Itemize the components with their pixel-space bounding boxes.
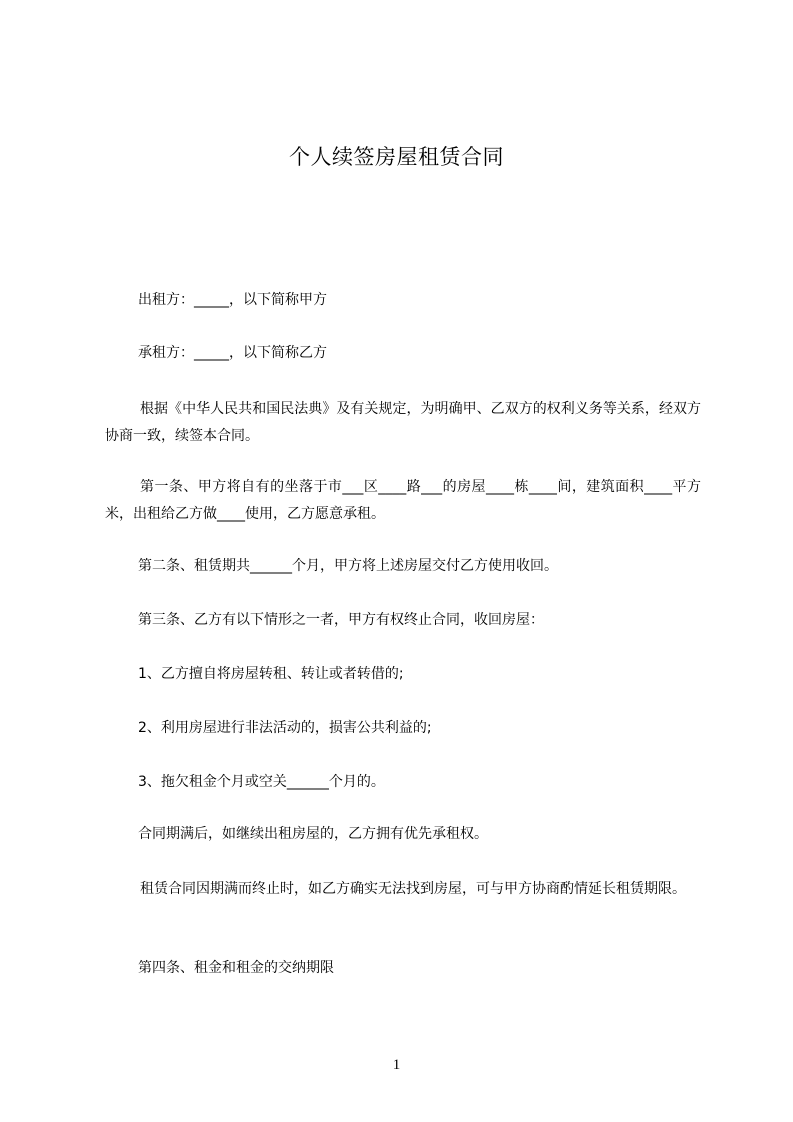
list-item-1: 1、乙方擅自将房屋转租、转让或者转借的; xyxy=(138,666,404,682)
paragraph-preamble: 根据《中华人民共和国民法典》及有关规定，为明确甲、乙双方的权利义务等关系，经双方协商一致，续签本合同。 xyxy=(105,401,701,444)
paragraph-article-1: 第一条、甲方将自有的坐落于市___区____路___的房屋____栋____间，建筑面积____平方米，出租给乙方做____使用，乙方愿意承租。 xyxy=(105,479,701,522)
paragraph-lease-extension: 租赁合同因期满而终止时，如乙方确实无法找到房屋，可与甲方协商酌情延长租赁期限。 xyxy=(140,881,686,897)
page-number: 1 xyxy=(392,1057,401,1073)
list-item-2: 2、利用房屋进行非法活动的，损害公共利益的; xyxy=(138,720,432,736)
paragraph-article-2: 第二条、租赁期共______个月，甲方将上述房屋交付乙方使用收回。 xyxy=(138,558,558,574)
paragraph-article-4: 第四条、租金和租金的交纳期限 xyxy=(138,960,334,976)
paragraph-article-3: 第三条、乙方有以下情形之一者，甲方有权终止合同，收回房屋： xyxy=(138,612,544,628)
paragraph-lessor: 出租方：_____，以下简称甲方 xyxy=(138,292,327,308)
document-title: 个人续签房屋租赁合同 xyxy=(289,145,504,169)
list-item-3: 3、拖欠租金个月或空关______个月的。 xyxy=(138,774,385,790)
paragraph-lessee: 承租方：_____，以下简称乙方 xyxy=(138,345,327,361)
paragraph-renewal-priority: 合同期满后，如继续出租房屋的，乙方拥有优先承租权。 xyxy=(138,826,488,842)
